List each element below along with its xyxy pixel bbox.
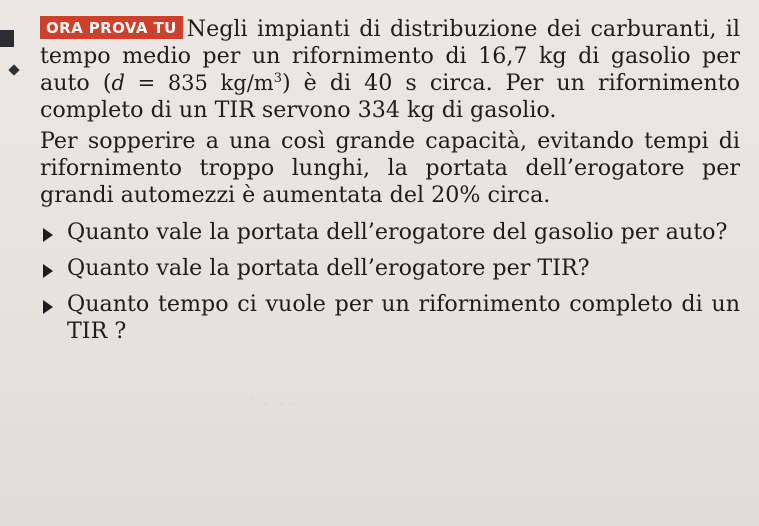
bullet-triangle-icon [43, 264, 53, 278]
exercise-number-marker [0, 30, 14, 47]
ora-prova-tu-badge: ORA PROVA TU [40, 16, 183, 39]
question-item [40, 291, 740, 345]
show-through-text: · . . . [250, 392, 296, 409]
difficulty-diamond-icon [8, 64, 19, 75]
exercise-block [40, 16, 740, 345]
density-exponent: 3 [273, 71, 282, 87]
density-formula [111, 71, 282, 95]
density-value: = 835 kg/m [124, 71, 274, 96]
question-item [40, 219, 740, 246]
bullet-triangle-icon [43, 300, 53, 314]
question-text: Quanto vale la portata dell’erogatore per TIR? [67, 254, 590, 281]
question-item [40, 255, 740, 282]
question-text: Quanto vale la portata dell’erogatore del gasolio per auto? [67, 218, 728, 245]
exercise-paragraph-1 [40, 16, 740, 124]
paragraph-1-intro: Negli impianti di distribuzione dei carburanti, il tempo medio per un rifornimento di 16,7 kg di gasolio per auto ( [40, 16, 740, 97]
exercise-paragraph-2: Per sopperire a una così grande capacità, evitando tempi di rifornimento troppo lunghi, la portata dell’erogatore per grandi automezzi è aumentata del 20% circa. [40, 128, 740, 209]
question-text: Quanto tempo ci vuole per un rifornimento completo di un TIR ? [67, 290, 740, 344]
bullet-triangle-icon [43, 228, 53, 242]
density-symbol: d [111, 71, 125, 96]
paragraph-1-outro: ) è di 40 s circa. Per un rifornimento completo di un TIR servono 334 kg di gasolio. [40, 70, 740, 124]
